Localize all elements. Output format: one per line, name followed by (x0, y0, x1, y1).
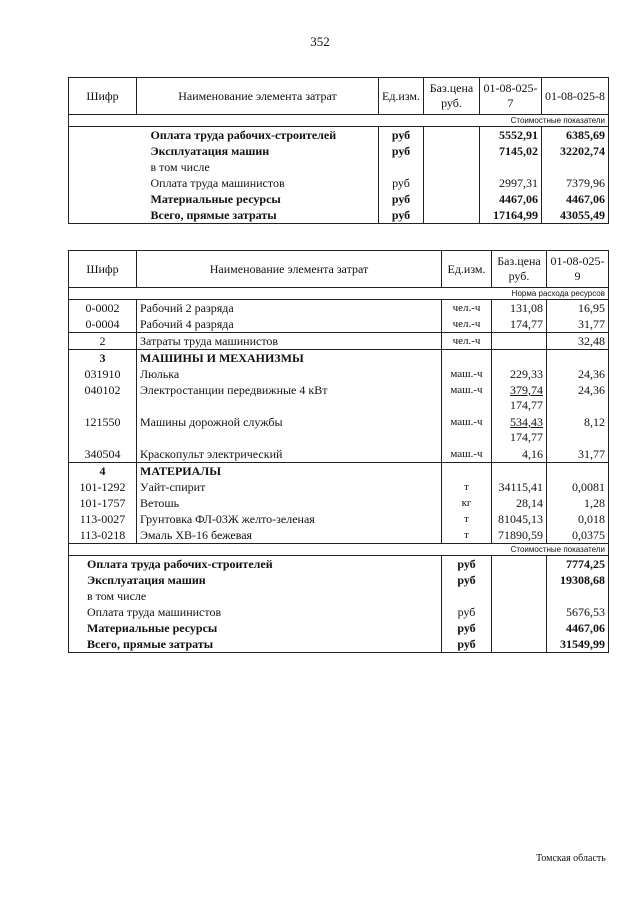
row-unit: чел.-ч (442, 333, 492, 350)
cost-table-2 (68, 250, 609, 653)
row-name: Рабочий 4 разряда (137, 316, 442, 333)
row-base-price: 131,08 (492, 300, 547, 317)
row-value-7: 7145,02 (480, 143, 542, 159)
row-base-price: 174,77 (492, 316, 547, 333)
row-value-8: 4467,06 (542, 191, 609, 207)
row-base-price (492, 620, 547, 636)
row-norm: 8,12 (547, 414, 609, 446)
row-code (69, 207, 137, 224)
table-row (69, 446, 609, 463)
row-code: 4 (69, 463, 137, 480)
page-number: 352 (310, 34, 330, 49)
row-value-8: 6385,69 (542, 127, 609, 144)
row-base-price: 34115,41 (492, 479, 547, 495)
table-row (69, 366, 609, 382)
row-name: Всего, прямые затраты (69, 636, 442, 653)
header-code: Шифр (69, 78, 137, 115)
row-unit (442, 350, 492, 367)
row-name: Эксплуатация машин (137, 143, 379, 159)
row-name: Рабочий 2 разряда (137, 300, 442, 317)
row-unit: маш.-ч (442, 382, 492, 414)
row-unit: руб (379, 127, 424, 144)
row-base-price: 28,14 (492, 495, 547, 511)
row-name: МАШИНЫ И МЕХАНИЗМЫ (137, 350, 442, 367)
row-code: 0-0004 (69, 316, 137, 333)
row-value-9: 5676,53 (547, 604, 609, 620)
base-price-value: 379,74 (510, 383, 543, 397)
row-value-8: 7379,96 (542, 175, 609, 191)
cost-table-1 (68, 77, 609, 224)
row-value-9: 31549,99 (547, 636, 609, 653)
row-norm: 31,77 (547, 316, 609, 333)
row-value-9: 4467,06 (547, 620, 609, 636)
row-value-9 (547, 588, 609, 604)
table-row (69, 527, 609, 544)
header-name: Наименование элемента затрат (137, 251, 442, 288)
row-norm (547, 350, 609, 367)
header-name: Наименование элемента затрат (137, 78, 379, 115)
row-unit: чел.-ч (442, 316, 492, 333)
row-unit: руб (442, 620, 492, 636)
row-value-7: 5552,91 (480, 127, 542, 144)
row-value-9: 19308,68 (547, 572, 609, 588)
row-code: 113-0027 (69, 511, 137, 527)
table-row (69, 463, 609, 480)
table-row (69, 191, 609, 207)
row-unit: маш.-ч (442, 446, 492, 463)
row-name: Краскопульт электрический (137, 446, 442, 463)
row-code (69, 159, 137, 175)
table2-header-row (69, 251, 609, 288)
row-name: Материальные ресурсы (69, 620, 442, 636)
table-row (69, 588, 609, 604)
row-name: Оплата труда рабочих-строителей (137, 127, 379, 144)
row-unit: кг (442, 495, 492, 511)
row-value-7 (480, 159, 542, 175)
table-row (69, 572, 609, 588)
row-base-price (492, 350, 547, 367)
row-code (69, 143, 137, 159)
row-unit: руб (442, 604, 492, 620)
row-base-price (492, 636, 547, 653)
row-name: Машины дорожной службы (137, 414, 442, 446)
row-name: МАТЕРИАЛЫ (137, 463, 442, 480)
header-code: Шифр (69, 251, 137, 288)
table1-subheader-row (69, 115, 609, 127)
row-unit: маш.-ч (442, 414, 492, 446)
region-footer: Томская область (536, 853, 606, 864)
row-code: 031910 (69, 366, 137, 382)
row-base-price (424, 175, 480, 191)
row-code: 2 (69, 333, 137, 350)
row-value-7: 17164,99 (480, 207, 542, 224)
row-name: Материальные ресурсы (137, 191, 379, 207)
row-code: 121550 (69, 414, 137, 446)
row-norm: 24,36 (547, 366, 609, 382)
table-row (69, 127, 609, 144)
row-unit: чел.-ч (442, 300, 492, 317)
row-base-price (424, 159, 480, 175)
table-row (69, 159, 609, 175)
row-unit: т (442, 479, 492, 495)
header-unit: Ед.изм. (442, 251, 492, 288)
row-base-price (492, 572, 547, 588)
subheader-cost-indicators: Стоимостные показатели (69, 544, 609, 556)
table-row (69, 300, 609, 317)
row-base-price (492, 333, 547, 350)
row-code (69, 191, 137, 207)
header-col9: 01-08-025-9 (547, 251, 609, 288)
row-unit (442, 588, 492, 604)
row-base-price (492, 463, 547, 480)
row-name: Затраты труда машинистов (137, 333, 442, 350)
table-row (69, 479, 609, 495)
row-name: Люлька (137, 366, 442, 382)
row-name: в том числе (69, 588, 442, 604)
row-name: Ветошь (137, 495, 442, 511)
row-unit: руб (442, 572, 492, 588)
row-name: Грунтовка ФЛ-03Ж желто-зеленая (137, 511, 442, 527)
row-base-price (492, 414, 547, 446)
row-value-7: 2997,31 (480, 175, 542, 191)
row-code (69, 127, 137, 144)
row-unit: руб (379, 191, 424, 207)
header-unit: Ед.изм. (379, 78, 424, 115)
table-row (69, 207, 609, 224)
row-norm: 32,48 (547, 333, 609, 350)
row-name: Электростанции передвижные 4 кВт (137, 382, 442, 414)
row-code: 3 (69, 350, 137, 367)
row-unit: маш.-ч (442, 366, 492, 382)
table-row (69, 604, 609, 620)
row-code: 340504 (69, 446, 137, 463)
row-name: Оплата труда машинистов (137, 175, 379, 191)
table-row (69, 620, 609, 636)
table-row (69, 382, 609, 414)
row-base-price (492, 604, 547, 620)
row-base-price: 4,16 (492, 446, 547, 463)
row-unit (442, 463, 492, 480)
row-name: Эмаль ХВ-16 бежевая (137, 527, 442, 544)
row-value-8: 43055,49 (542, 207, 609, 224)
row-norm: 0,0081 (547, 479, 609, 495)
row-name: Оплата труда машинистов (69, 604, 442, 620)
row-base-price (424, 143, 480, 159)
row-unit: руб (379, 207, 424, 224)
row-unit: руб (379, 143, 424, 159)
base-price-value: 534,43 (510, 415, 543, 429)
row-base-price (492, 382, 547, 414)
table1-header-row (69, 78, 609, 115)
row-code (69, 175, 137, 191)
row-code: 040102 (69, 382, 137, 414)
base-price-machinist-value: 174,77 (510, 398, 543, 412)
row-name: Эксплуатация машин (69, 572, 442, 588)
header-col8: 01-08-025-8 (542, 78, 609, 115)
row-base-price: 71890,59 (492, 527, 547, 544)
table2-subheader-norms (69, 288, 609, 300)
row-unit: руб (442, 556, 492, 573)
row-value-8: 32202,74 (542, 143, 609, 159)
row-name: Оплата труда рабочих-строителей (69, 556, 442, 573)
row-code: 101-1757 (69, 495, 137, 511)
row-norm: 0,018 (547, 511, 609, 527)
row-unit (379, 159, 424, 175)
table-row (69, 556, 609, 573)
row-norm: 16,95 (547, 300, 609, 317)
row-code: 113-0218 (69, 527, 137, 544)
row-base-price (492, 556, 547, 573)
row-norm (547, 463, 609, 480)
row-norm: 1,28 (547, 495, 609, 511)
row-norm: 24,36 (547, 382, 609, 414)
row-value-9: 7774,25 (547, 556, 609, 573)
row-base-price (424, 191, 480, 207)
row-base-price (492, 588, 547, 604)
row-unit: руб (442, 636, 492, 653)
subheader-resource-norm: Норма расхода ресурсов (69, 288, 609, 300)
row-base-price: 229,33 (492, 366, 547, 382)
row-code: 101-1292 (69, 479, 137, 495)
row-unit: руб (379, 175, 424, 191)
row-value-8 (542, 159, 609, 175)
row-name: в том числе (137, 159, 379, 175)
row-norm: 31,77 (547, 446, 609, 463)
row-base-price (424, 127, 480, 144)
row-unit: т (442, 527, 492, 544)
table-row (69, 143, 609, 159)
header-base-price: Баз.цена руб. (424, 78, 480, 115)
row-name: Уайт-спирит (137, 479, 442, 495)
row-unit: т (442, 511, 492, 527)
base-price-machinist-value: 174,77 (510, 430, 543, 444)
subheader-cost-indicators: Стоимостные показатели (69, 115, 609, 127)
header-base-price: Баз.цена руб. (492, 251, 547, 288)
table-row (69, 316, 609, 333)
table2-subheader-costs (69, 544, 609, 556)
table-row (69, 350, 609, 367)
table-row (69, 414, 609, 446)
row-code: 0-0002 (69, 300, 137, 317)
header-col7: 01-08-025-7 (480, 78, 542, 115)
row-base-price (424, 207, 480, 224)
table-row (69, 333, 609, 350)
row-base-price: 81045,13 (492, 511, 547, 527)
table-row (69, 636, 609, 653)
table-row (69, 175, 609, 191)
row-value-7: 4467,06 (480, 191, 542, 207)
row-name: Всего, прямые затраты (137, 207, 379, 224)
table-row (69, 495, 609, 511)
table-row (69, 511, 609, 527)
row-norm: 0,0375 (547, 527, 609, 544)
